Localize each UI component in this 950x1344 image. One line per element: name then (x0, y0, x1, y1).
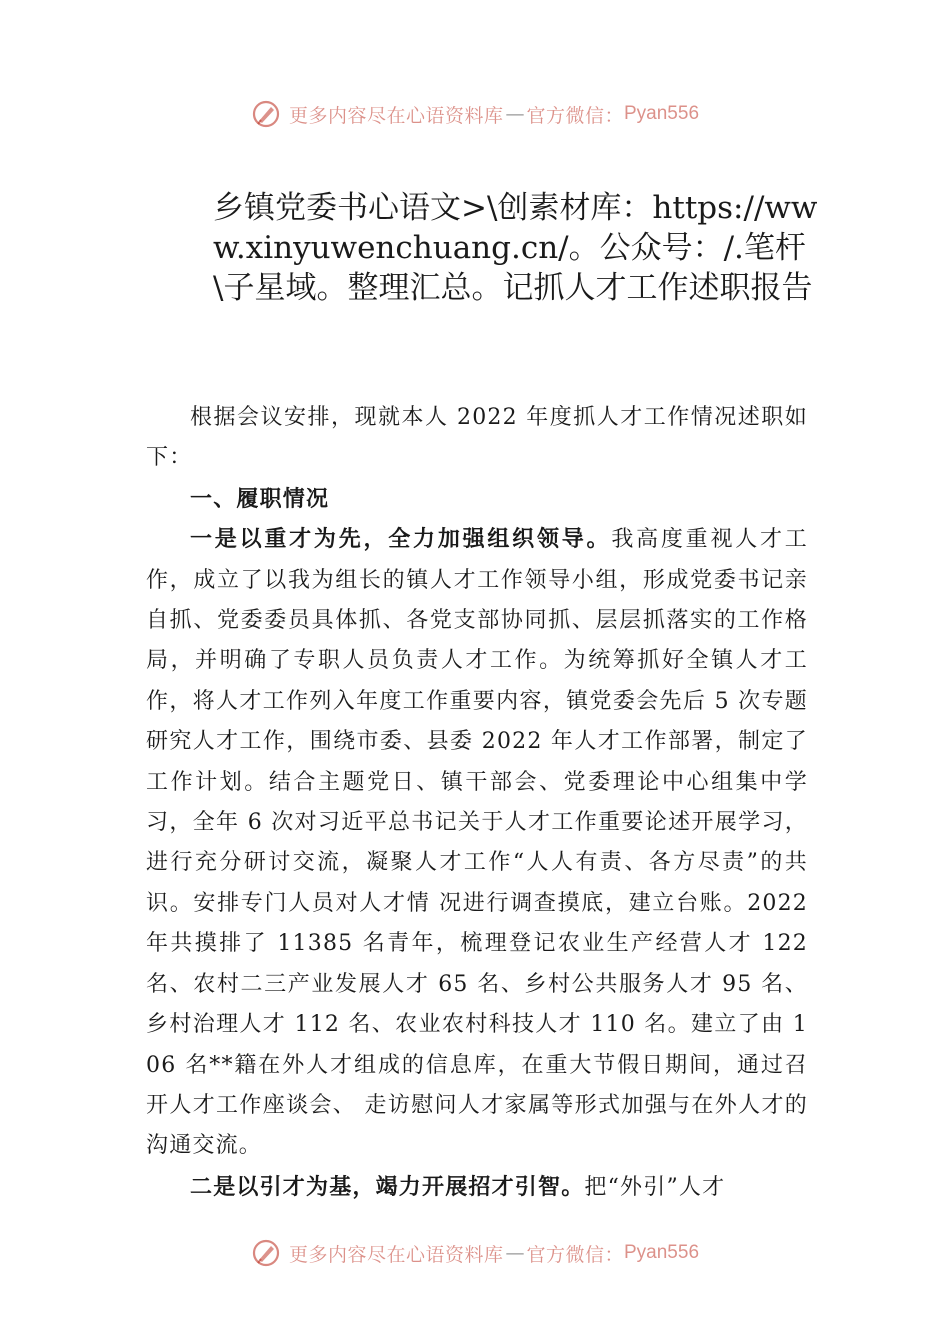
watermark-header (0, 94, 950, 134)
paragraph-2-lead: 二是以引才为基，竭力开展招才引智。 (190, 1173, 585, 1200)
document-body (146, 398, 808, 1208)
paragraph-2 (146, 1167, 808, 1208)
paragraph-1-body: 我高度重视人才工作，成立了以我为组长的镇人才工作领导小组，形成党委书记亲自抓、党委委员具体抓、各党支部协同抓、层层抓落实的工作格局，并明确了专职人员负责人才工作。为统筹抓好全镇人才工作，将人才工作列入年度工作重要内容，镇党委会先后 5 次专题研究人才工作，围绕市委、县委 2022 年人才工作部署，制定了工作计划。结合主题党日、镇干部会、党委理论中心组集中学习，全年 6 次对习近平总书记关于人才工作重要论述开展学习，进行充分研讨交流，凝聚人才工作“人人有责、各方尽责”的共识。安排专门人员对人才情 况进行调查摸底，建立台账。2022 年共摸排了 11385 名青年，梳理登记农业生产经营人才 122 名、农村二三产业发展人才 65 名、乡村公共服务人才 95 名、乡村治理人才 112 名、农业农村科技人才 110 名。建立了由 106 名**籍在外人才组成的信息库，在重大节假日期间，通过召开人才工作座谈会、 走访慰问人才家属等形式加强与在外人才的沟通交流。 (146, 527, 808, 1159)
paragraph-2-body: 把“外引”人才 (584, 1174, 726, 1200)
document-title: 乡镇党委书心语文>\创素材库：https://www.xinyuwenchuang.cn/。公众号：/.笔杆\子星域。整理汇总。记抓人才工作述职报告 (213, 190, 818, 306)
quill-seal-icon (251, 99, 281, 129)
watermark-wechat-label: 官方微信： (526, 1243, 624, 1266)
paragraph-1-lead: 一是以重才为先，全力加强组织领导。 (190, 526, 612, 553)
watermark-brand-text: 更多内容尽在心语资料库 (288, 1243, 504, 1266)
watermark-wechat-label: 官方微信： (526, 104, 624, 127)
watermark-wechat-handle: Pyan556 (624, 1242, 700, 1263)
section-heading: 一、履职情况 (190, 485, 330, 512)
watermark-footer (0, 1233, 950, 1273)
watermark-wechat-handle: Pyan556 (624, 103, 700, 124)
watermark-brand-text: 更多内容尽在心语资料库 (288, 104, 504, 127)
watermark-separator: — (505, 1242, 525, 1264)
watermark-separator: — (505, 103, 525, 125)
quill-seal-icon (251, 1238, 281, 1268)
paragraph-1 (146, 519, 808, 1167)
intro-paragraph: 根据会议安排，现就本人 2022 年度抓人才工作情况述职如下： (146, 405, 808, 471)
